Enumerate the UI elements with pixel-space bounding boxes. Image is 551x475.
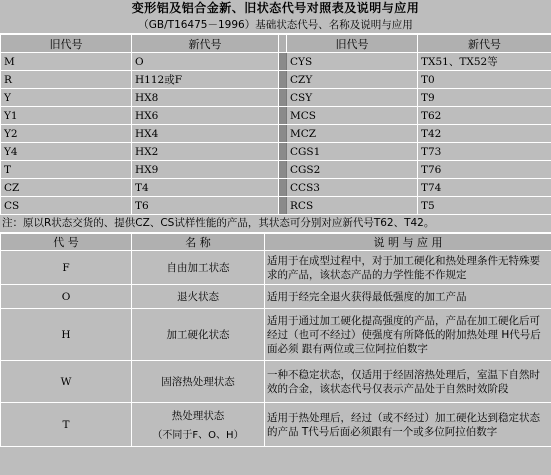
- table-row: [1, 179, 551, 197]
- new-code-cell: HX6: [132, 107, 279, 125]
- table-row: [1, 143, 551, 161]
- column-separator: [279, 53, 287, 71]
- header-usage: 说 明 与 应 用: [265, 234, 551, 251]
- new-code-cell: T42: [418, 125, 551, 143]
- status-name-cell: [132, 309, 265, 361]
- old-code-cell: CGS2: [287, 161, 418, 179]
- new-code-cell: HX2: [132, 143, 279, 161]
- page-subtitle: （GB/T16475－1996）基础状态代号、名称及说明与应用: [0, 17, 551, 34]
- status-code-cell: H: [1, 309, 132, 361]
- new-code-cell: T74: [418, 179, 551, 197]
- status-code-cell: F: [1, 251, 132, 285]
- new-code-cell: T0: [418, 71, 551, 89]
- new-code-cell: HX8: [132, 89, 279, 107]
- status-name-cell: [132, 285, 265, 309]
- old-code-cell: T: [1, 161, 132, 179]
- old-code-cell: MCZ: [287, 125, 418, 143]
- old-code-cell: CCS3: [287, 179, 418, 197]
- status-name: 自由加工状态: [166, 262, 230, 274]
- old-code-cell: CZY: [287, 71, 418, 89]
- status-name: 固溶热处理状态: [161, 376, 235, 388]
- header-new-code: 新代号: [418, 35, 551, 53]
- header-old-code: 旧代号: [1, 35, 132, 53]
- new-code-cell: T6: [132, 197, 279, 215]
- column-separator: [279, 35, 287, 53]
- table-row: [1, 161, 551, 179]
- new-code-cell: H112或F: [132, 71, 279, 89]
- column-separator: [279, 161, 287, 179]
- old-code-cell: CS: [1, 197, 132, 215]
- status-usage-cell: 适用于热处理后，经过（或不经过）加工硬化达到稳定状态的产品 T代号后面必须跟有一个或多位阿拉伯数字: [265, 403, 551, 447]
- status-code-cell: T: [1, 403, 132, 447]
- status-name: 加工硬化状态: [166, 329, 230, 341]
- table-row: [1, 53, 551, 71]
- new-code-cell: T62: [418, 107, 551, 125]
- header-name: 名 称: [132, 234, 265, 251]
- old-code-cell: Y2: [1, 125, 132, 143]
- status-name-cell: [132, 251, 265, 285]
- old-code-cell: CSY: [287, 89, 418, 107]
- status-code-cell: O: [1, 285, 132, 309]
- old-code-cell: RCS: [287, 197, 418, 215]
- status-description-table: [0, 233, 551, 447]
- mapping-note: 注：原以R状态交货的、提供CZ、CS试样性能的产品，其状态可分别对应新代号T62、T42。: [0, 215, 551, 233]
- status-usage-cell: 适用于在成型过程中，对于加工硬化和热处理条件无特殊要求的产品，该状态产品的力学性能不作规定: [265, 251, 551, 285]
- column-separator: [279, 125, 287, 143]
- old-code-cell: CYS: [287, 53, 418, 71]
- old-code-cell: CGS1: [287, 143, 418, 161]
- table-row: [1, 125, 551, 143]
- table-row: [1, 107, 551, 125]
- new-code-cell: T76: [418, 161, 551, 179]
- column-separator: [279, 179, 287, 197]
- column-separator: [279, 107, 287, 125]
- column-separator: [279, 197, 287, 215]
- new-code-cell: HX9: [132, 161, 279, 179]
- status-name: 热处理状态: [171, 410, 225, 422]
- table-row: [1, 89, 551, 107]
- new-code-cell: T4: [132, 179, 279, 197]
- old-code-cell: M: [1, 53, 132, 71]
- status-name-note: （不同于F、O、H）: [152, 430, 244, 441]
- table-row: [1, 309, 551, 361]
- old-code-cell: R: [1, 71, 132, 89]
- column-separator: [279, 143, 287, 161]
- header-new-code: 新代号: [132, 35, 279, 53]
- status-usage-cell: 适用于通过加工硬化提高强度的产品，产品在加工硬化后可经过（也可不经过）使强度有所降低的附加热处理 H代号后面必须 跟有两位或三位阿拉伯数字: [265, 309, 551, 361]
- table-row: [1, 197, 551, 215]
- new-code-cell: O: [132, 53, 279, 71]
- old-code-cell: Y1: [1, 107, 132, 125]
- table-row: [1, 251, 551, 285]
- table-row: [1, 361, 551, 403]
- status-name-cell: [132, 361, 265, 403]
- status-usage-cell: 适用于经完全退火获得最低强度的加工产品: [265, 285, 551, 309]
- header-old-code: 旧代号: [287, 35, 418, 53]
- status-code-cell: W: [1, 361, 132, 403]
- old-code-cell: CZ: [1, 179, 132, 197]
- status-name-cell: [132, 403, 265, 447]
- new-code-cell: T9: [418, 89, 551, 107]
- mapping-header-row: [1, 35, 551, 53]
- new-code-cell: T73: [418, 143, 551, 161]
- table-row: [1, 71, 551, 89]
- header-code: 代 号: [1, 234, 132, 251]
- old-code-cell: Y4: [1, 143, 132, 161]
- column-separator: [279, 89, 287, 107]
- code-mapping-table: [0, 34, 551, 215]
- table-row: [1, 403, 551, 447]
- column-separator: [279, 71, 287, 89]
- new-code-cell: HX4: [132, 125, 279, 143]
- new-code-cell: T5: [418, 197, 551, 215]
- page-title: 变形铝及铝合金新、旧状态代号对照表及说明与应用: [131, 1, 420, 15]
- description-header-row: [1, 234, 551, 251]
- table-row: [1, 285, 551, 309]
- old-code-cell: Y: [1, 89, 132, 107]
- new-code-cell: TX51、TX52等: [418, 53, 551, 71]
- old-code-cell: MCS: [287, 107, 418, 125]
- status-name: 退火状态: [177, 291, 219, 303]
- status-usage-cell: 一种不稳定状态，仅适用于经固溶热处理后，室温下自然时效的合金，该状态代号仅表示产品处于自然时效阶段: [265, 361, 551, 403]
